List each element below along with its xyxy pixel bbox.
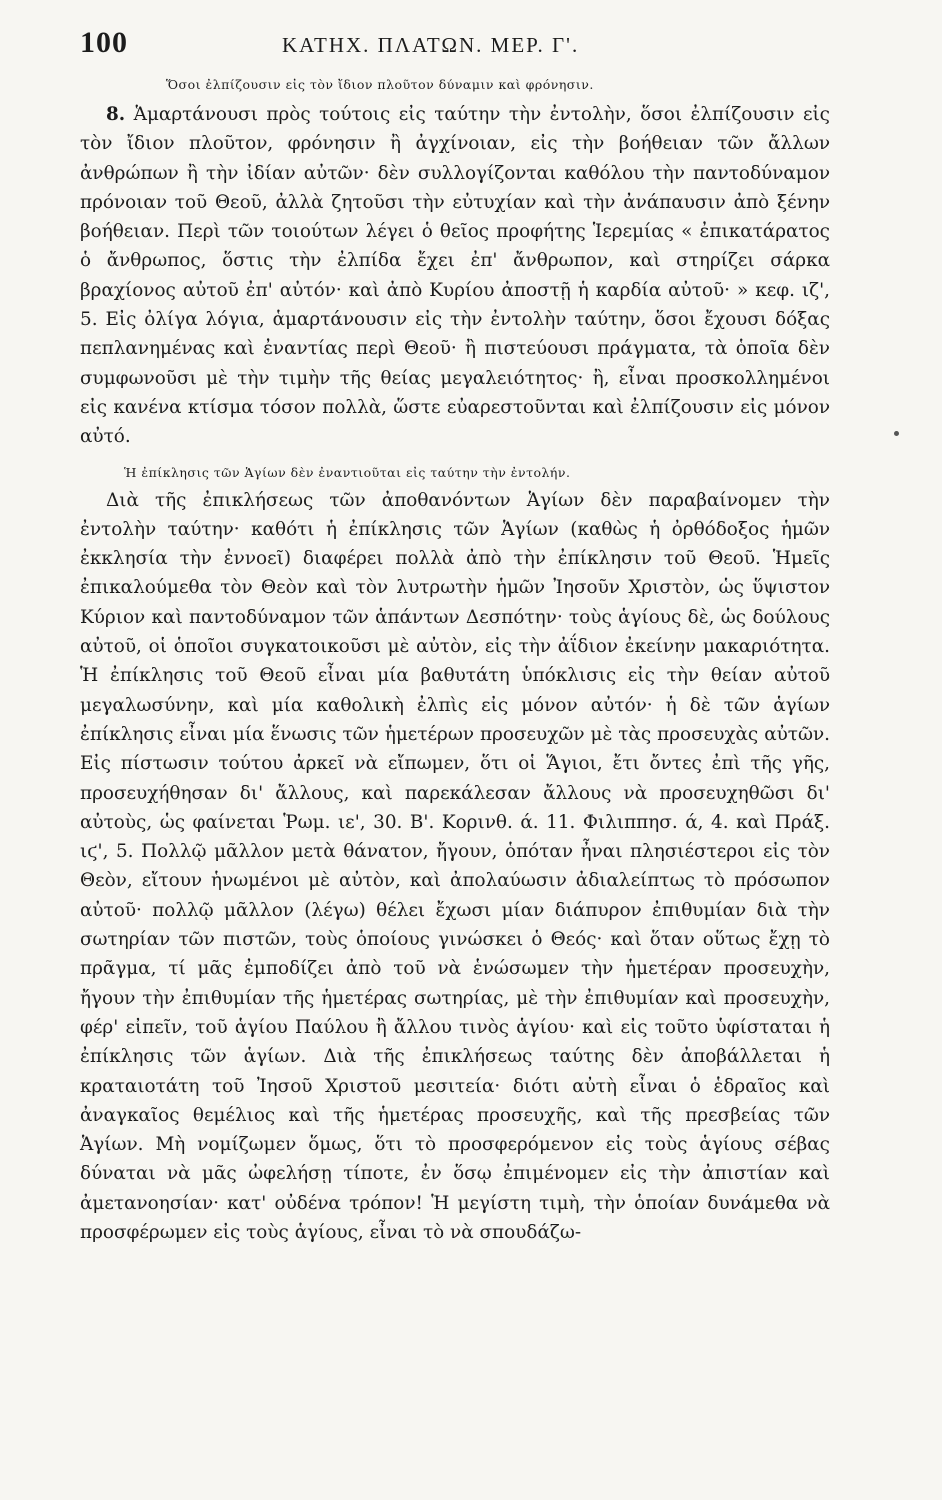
ink-spot: [894, 431, 899, 436]
section-heading: Ἡ ἐπίκλησις τῶν Ἁγίων δὲν ἐναντιοῦται εἰς ταύτην τὴν ἐντολήν.: [124, 464, 571, 480]
paragraph-text: Διὰ τῆς ἐπικλήσεως τῶν ἀποθανόντων Ἁγίων δὲν παραβαίνομεν τὴν ἐντολὴν ταύτην· καθότι ἡ ἐπίκλησις τῶν Ἁγίων (καθὼς ἡ ὀρθόδοξος ἡμῶν ἐκκλησία τὴν ἐννοεῖ) διαφέρει πολλὰ ἀπὸ τὴν ἐπίκλησιν τοῦ Θεοῦ. Ἡμεῖς ἐπικαλούμεθα τὸν Θεὸν καὶ τὸν λυτρωτὴν ἡμῶν Ἰησοῦν Χριστὸν, ὡς ὕψιστον Κύριον καὶ παντοδύναμον τῶν ἁπάντων Δεσπότην· τοὺς ἁγίους δὲ, ὡς δούλους αὐτοῦ, οἱ ὁποῖοι συγκατοικοῦσι μὲ αὐτὸν, εἰς τὴν ἀΐδιον ἐκείνην μακαριότητα. Ἡ ἐπίκλησις τοῦ Θεοῦ εἶναι μία βαθυτάτη ὑπόκλισις εἰς τὴν θείαν αὐτοῦ μεγαλωσύνην, καὶ μία καθολικὴ ἐλπὶς εἰς μόνον αὐτόν· ἡ δὲ τῶν ἁγίων ἐπίκλησις εἶναι μία ἕνωσις τῶν ἡμετέρων προσευχῶν μὲ τὰς προσευχὰς αὐτῶν. Εἰς πίστωσιν τούτου ἀρκεῖ νὰ εἴπωμεν, ὅτι οἱ Ἅγιοι, ἔτι ὄντες ἐπὶ τῆς γῆς, προσευχήθησαν δι' ἄλλους, καὶ παρεκάλεσαν ἄλλους νὰ προσευχηθῶσι δι' αὐτοὺς, ὡς φαίνεται Ῥωμ. ιε', 30. Β'. Κορινθ. ά. 11. Φιλιππησ. ά, 4. καὶ Πράξ. ιϛ', 5. Πολλῷ μᾶλλον μετὰ θάνατον, ἤγουν, ὁπόταν ἦναι πλησιέστεροι εἰς τὸν Θεὸν, εἴτουν ἡνωμένοι μὲ αὐτὸν, καὶ ἀπολαύωσιν ἀδιαλείπτως τὸ πρόσωπον αὐτοῦ· πολλῷ μᾶλλον (λέγω) θέλει ἔχωσι μίαν διάπυρον ἐπιθυμίαν διὰ τὴν σωτηρίαν τῶν πιστῶν, τοὺς ὁποίους γινώσκει ὁ Θεός· καὶ ὅταν οὕτως ἔχῃ τὸ πρᾶγμα, τί μᾶς ἐμποδίζει ἀπὸ τοῦ νὰ ἑνώσωμεν τὴν ἡμετέραν προσευχὴν, ἤγουν τὴν ἐπιθυμίαν τῆς ἡμετέρας σωτηρίας, μὲ τὴν ἐπιθυμίαν καὶ προσευχὴν, φέρ' εἰπεῖν, τοῦ ἁγίου Παύλου ἢ ἄλλου τινὸς ἁγίου· καὶ εἰς τοῦτο ὑφίσταται ἡ ἐπίκλησις τῶν ἁγίων. Διὰ τῆς ἐπικλήσεως ταύτης δὲν ἀποβάλλεται ἡ κραταιοτάτη τοῦ Ἰησοῦ Χριστοῦ μεσιτεία· διότι αὐτὴ εἶναι ὁ ἑδραῖος καὶ ἀναγκαῖος θεμέλιος καὶ τῆς ἡμετέρας προσευχῆς, καὶ τῆς πρεσβείας τῶν Ἁγίων. Μὴ νομίζωμεν ὅμως, ὅτι τὸ προσφερόμενον εἰς τοὺς ἁγίους σέβας δύναται νὰ μᾶς ὠφελήσῃ τίποτε, ἐν ὅσῳ ἐπιμένομεν εἰς τὴν ἀπιστίαν καὶ ἀμετανοησίαν· κατ' οὐδένα τρόπον! Ἡ μεγίστη τιμὴ, τὴν ὁποίαν δυνάμεθα νὰ προσφέρωμεν εἰς τοὺς ἁγίους, εἶναι τὸ νὰ σπουδάζω-: [80, 489, 830, 1243]
page-header: [80, 26, 830, 74]
section-heading: Ὅσοι ἐλπίζουσιν εἰς τὸν ἴδιον πλοῦτον δύναμιν καὶ φρόνησιν.: [166, 77, 594, 92]
paragraph-number: 8.: [106, 104, 126, 125]
paragraph-text: Ἁμαρτάνουσι πρὸς τούτοις εἰς ταύτην τὴν ἐντολὴν, ὅσοι ἐλπίζουσιν εἰς τὸν ἴδιον πλοῦτον, φρόνησιν ἢ ἀγχίνοιαν, εἰς τὴν βοήθειαν τῶν ἄλλων ἀνθρώπων ἢ τὴν ἰδίαν αὐτῶν· δὲν συλλογίζονται καθόλου τὴν παντοδύναμον πρόνοιαν τοῦ Θεοῦ, ἀλλὰ ζητοῦσι τὴν εὐτυχίαν καὶ τὴν ἀνάπαυσιν ἀπὸ ξένην βοήθειαν. Περὶ τῶν τοιούτων λέγει ὁ θεῖος προφήτης Ἱερεμίας « ἐπικατάρατος ὁ ἄνθρωπος, ὅστις τὴν ἐλπίδα ἔχει ἐπ' ἄνθρωπον, καὶ στηρίζει σάρκα βραχίονος αὐτοῦ ἐπ' αὐτόν· καὶ ἀπὸ Κυρίου ἀποστῇ ἡ καρδία αὐτοῦ· » κεφ. ιζ', 5. Εἰς ὀλίγα λόγια, ἁμαρτάνουσιν εἰς τὴν ἐντολὴν ταύτην, ὅσοι ἔχουσι δόξας πεπλανημένας καὶ ἐναντίας περὶ Θεοῦ· ἢ πιστεύουσι πράγματα, τὰ ὁποῖα δὲν συμφωνοῦσι μὲ τὴν τιμὴν τῆς θείας μεγαλειότητος· ἢ, εἶναι προσκολλημένοι εἰς κανένα κτίσμα τόσον πολλὰ, ὥστε εὐαρεστοῦνται καὶ ἐλπίζουσιν εἰς μόνον αὐτό.: [80, 104, 830, 448]
page-number: 100: [80, 26, 128, 59]
body-paragraph: [80, 100, 830, 452]
body-paragraph: [80, 486, 830, 1248]
running-title: ΚΑΤΗΧ. ΠΛΑΤΩΝ. ΜΕΡ. Γ'.: [282, 33, 580, 57]
